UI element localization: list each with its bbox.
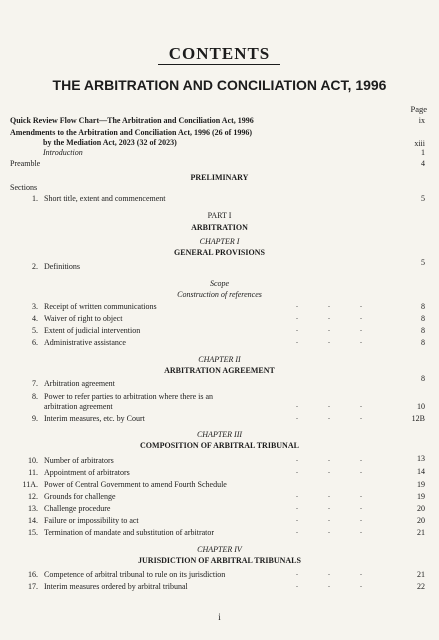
toc-entry-title: Interim measures ordered by arbitral tribunal	[44, 582, 188, 591]
introduction-page: 1	[421, 148, 425, 157]
toc-entry-title: Waiver of right to object	[44, 314, 123, 323]
toc-entry-page: 13	[417, 454, 425, 463]
toc-entry-number: 14.	[28, 516, 38, 525]
toc-entry-number: 11A.	[22, 480, 38, 489]
toc-entry-number: 13.	[28, 504, 38, 513]
quick-review-entry: Quick Review Flow Chart—The Arbitration and Conciliation Act, 1996	[10, 116, 254, 125]
toc-entry-title: Competence of arbitral tribunal to rule on its jurisdiction	[44, 570, 226, 579]
toc-entry-number: 16.	[28, 570, 38, 579]
chapter-title: JURISDICTION OF ARBITRAL TRIBUNALS	[138, 556, 301, 565]
toc-entry-number: 11.	[28, 468, 38, 477]
toc-entry-title: Arbitration agreement	[44, 379, 115, 388]
toc-entry-title: Receipt of written communications	[44, 302, 157, 311]
part-heading: ARBITRATION	[191, 223, 248, 232]
preliminary-heading: PRELIMINARY	[190, 173, 249, 182]
toc-entry-page: 8	[421, 314, 425, 323]
preamble-page: 4	[421, 159, 425, 168]
toc-entry-title: Appointment of arbitrators	[44, 468, 130, 477]
toc-entry-page: 5	[421, 194, 425, 203]
page-number: i	[218, 612, 221, 622]
toc-entry-number: 6.	[32, 338, 38, 347]
toc-entry-title: Failure or impossibility to act	[44, 516, 139, 525]
toc-entry-title: Termination of mandate and substitution of arbitrator	[44, 528, 215, 537]
toc-entry-page: 8	[421, 302, 425, 311]
toc-entry-title: Administrative assistance	[44, 338, 126, 347]
chapter-label: CHAPTER I	[199, 237, 240, 246]
chapter-label: CHAPTER II	[198, 355, 241, 364]
toc-entry-page: 10	[417, 402, 425, 411]
toc-entry-title: Grounds for challenge	[44, 492, 116, 501]
scope-label: Scope	[209, 279, 230, 288]
toc-entry-page: 20	[417, 516, 425, 525]
amendments-page: xiii	[414, 139, 425, 148]
toc-entry-number: 8.	[32, 392, 38, 401]
toc-entry-page: 14	[417, 467, 425, 476]
toc-entry-title: Interim measures, etc. by Court	[44, 414, 145, 423]
toc-entry-page: 12B	[411, 414, 425, 423]
toc-entry-title: Extent of judicial intervention	[44, 326, 141, 335]
toc-entry-title: Short title, extent and commencement	[44, 194, 166, 203]
toc-entry-number: 2.	[32, 262, 38, 271]
toc-entry-title: Definitions	[44, 262, 80, 271]
toc-entry-title: Challenge procedure	[44, 504, 111, 513]
amendments-entry-line1: Amendments to the Arbitration and Conciliation Act, 1996 (26 of 1996)	[10, 128, 252, 137]
heading-underline	[158, 64, 280, 65]
toc-entry-page: 8	[421, 374, 425, 383]
toc-entry-page: 19	[417, 492, 425, 501]
toc-entry-title: Number of arbitrators	[44, 456, 114, 465]
toc-entry-number: 15.	[28, 528, 38, 537]
quick-review-page: ix	[418, 116, 425, 125]
amendments-entry-line2: by the Mediation Act, 2023 (32 of 2023)	[43, 138, 177, 147]
toc-entry-number: 9.	[32, 414, 38, 423]
chapter-title: GENERAL PROVISIONS	[174, 248, 265, 257]
toc-entry-title: Power to refer parties to arbitration where there is an	[44, 392, 214, 401]
toc-entry-number: 10.	[28, 456, 38, 465]
toc-entry-page: 19	[417, 480, 425, 489]
toc-entry-page: 5	[421, 258, 425, 267]
toc-entry-page: 20	[417, 504, 425, 513]
toc-entry-page: 22	[417, 582, 425, 591]
chapter-label: CHAPTER III	[196, 430, 243, 439]
sections-label: Sections	[10, 183, 38, 192]
toc-entry-title-cont: arbitration agreement	[44, 402, 113, 411]
toc-entry-number: 4.	[32, 314, 38, 323]
toc-entry-title: Power of Central Government to amend Fourth Schedule	[44, 480, 227, 489]
toc-entry-number: 7.	[32, 379, 38, 388]
toc-entry-page: 21	[417, 528, 425, 537]
toc-entry-number: 12.	[28, 492, 38, 501]
toc-entry-page: 21	[417, 570, 425, 579]
toc-entry-number: 3.	[32, 302, 38, 311]
toc-entry-number: 5.	[32, 326, 38, 335]
toc-entry-number: 17.	[28, 582, 38, 591]
preamble-entry: Preamble	[10, 159, 41, 168]
toc-entry-page: 8	[421, 338, 425, 347]
chapter-title: COMPOSITION OF ARBITRAL TRIBUNAL	[140, 441, 299, 450]
chapter-label: CHAPTER IV	[197, 545, 242, 554]
toc-entry-number: 1.	[32, 194, 38, 203]
page-column-label: Page	[410, 104, 427, 114]
chapter-title: ARBITRATION AGREEMENT	[164, 366, 275, 375]
book-title: THE ARBITRATION AND CONCILIATION ACT, 1996	[52, 77, 387, 93]
construction-label: Construction of references	[177, 290, 262, 299]
contents-heading: CONTENTS	[168, 44, 271, 63]
introduction-entry: Introduction	[43, 148, 83, 157]
part-label: PART I	[207, 211, 232, 220]
toc-entry-page: 8	[421, 326, 425, 335]
